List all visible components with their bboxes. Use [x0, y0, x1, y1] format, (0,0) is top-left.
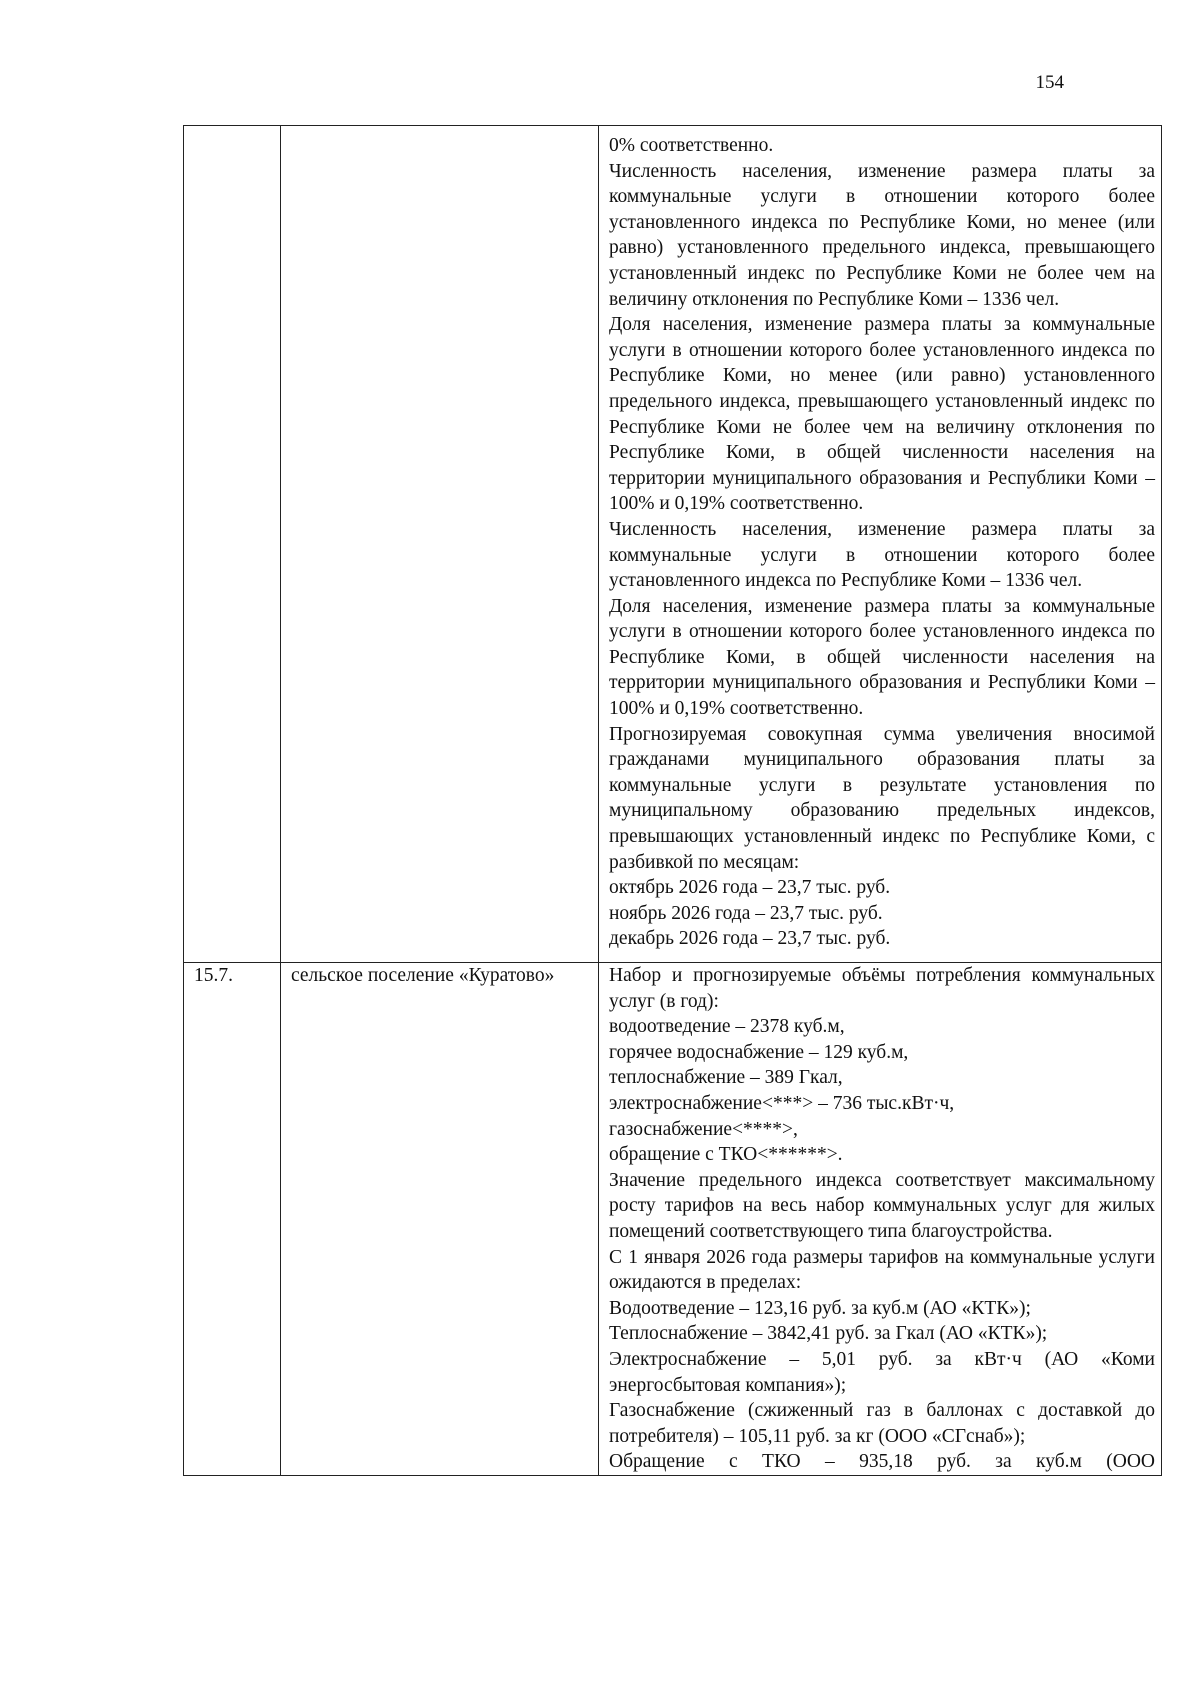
paragraph: октябрь 2026 года – 23,7 тыс. руб.	[609, 877, 891, 899]
paragraph: Водоотведение – 123,16 руб. за куб.м (АО «КТК»);	[609, 1297, 1031, 1319]
paragraph: электроснабжение<***> – 736 тыс.кВт·ч,	[609, 1092, 955, 1114]
page-number: 154	[1035, 72, 1064, 93]
paragraph: Газоснабжение (сжиженный газ в баллонах с доставкой до потребителя) – 105,11 руб. за кг (ООО «СГснаб»);	[609, 1400, 1155, 1447]
paragraph: Набор и прогнозируемые объёмы потребления коммунальных услуг (в год):	[609, 965, 1155, 1012]
paragraph: декабрь 2026 года – 23,7 тыс. руб.	[609, 928, 891, 950]
paragraph: С 1 января 2026 года размеры тарифов на коммунальные услуги ожидаются в пределах:	[609, 1246, 1155, 1294]
paragraph: Электроснабжение – 5,01 руб. за кВт·ч (АО «Коми энергосбытовая компания»);	[609, 1348, 1155, 1396]
row-number-cell	[184, 126, 281, 963]
table-row	[184, 126, 1162, 963]
paragraph: Теплоснабжение – 3842,41 руб. за Гкал (АО «КТК»);	[609, 1323, 1048, 1345]
paragraph: Обращение с ТКО – 935,18 руб. за куб.м (ООО	[609, 1451, 1155, 1473]
paragraph: 0% соответственно.	[609, 135, 774, 156]
paragraph: Численность населения, изменение размера платы за коммунальные услуги в отношении которого более установленного индекса по Республике Коми – 1336 чел.	[609, 518, 1155, 592]
paragraph: Доля населения, изменение размера платы за коммунальные услуги в отношении которого более установленного индекса по Республике Коми, в общей численности населения на территории муниципального образования и Республики Коми – 100% и 0,19% соответственно.	[609, 595, 1155, 720]
paragraph: Доля населения, изменение размера платы за коммунальные услуги в отношении которого более установленного индекса по Республике Коми, но менее (или равно) установленного предельного индекса, превышающего установленный индекс по Республике Коми не более чем на величину отклонения по Республике Коми, в общей численности населения на территории муниципального образования и Республики Коми – 100% и 0,19% соответственно.	[609, 314, 1155, 515]
paragraph: горячее водоснабжение – 129 куб.м,	[609, 1041, 909, 1063]
municipality-name-cell: сельское поселение «Куратово»	[281, 963, 599, 1476]
tariff-table	[183, 125, 1162, 1476]
table-row	[184, 963, 1162, 1476]
paragraph: обращение с ТКО<******>.	[609, 1144, 843, 1166]
municipality-name-cell	[281, 126, 599, 963]
description-cell	[599, 126, 1162, 963]
paragraph: Численность населения, изменение размера платы за коммунальные услуги в отношении которого более установленного индекса по Республике Коми, но менее (или равно) установленного предельного индекса, превышающего установленный индекс по Республике Коми не более чем на величину отклонения по Республике Коми – 1336 чел.	[609, 160, 1155, 310]
paragraph: теплоснабжение – 389 Гкал,	[609, 1067, 843, 1089]
paragraph: Прогнозируемая совокупная сумма увеличения вносимой гражданами муниципального образования платы за коммунальные услуги в результате установления по муниципальному образованию предельных индексов, превышающих установленный индекс по Республике Коми, с разбивкой по месяцам:	[609, 723, 1155, 873]
paragraph: Значение предельного индекса соответствует максимальному росту тарифов на весь набор коммунальных услуг для жилых помещений соответствующего типа благоустройства.	[609, 1169, 1155, 1242]
row-number-cell: 15.7.	[184, 963, 281, 1476]
paragraph: водоотведение – 2378 куб.м,	[609, 1016, 845, 1038]
paragraph: газоснабжение<****>,	[609, 1118, 798, 1140]
paragraph: ноябрь 2026 года – 23,7 тыс. руб.	[609, 902, 883, 924]
description-cell	[599, 963, 1162, 1476]
